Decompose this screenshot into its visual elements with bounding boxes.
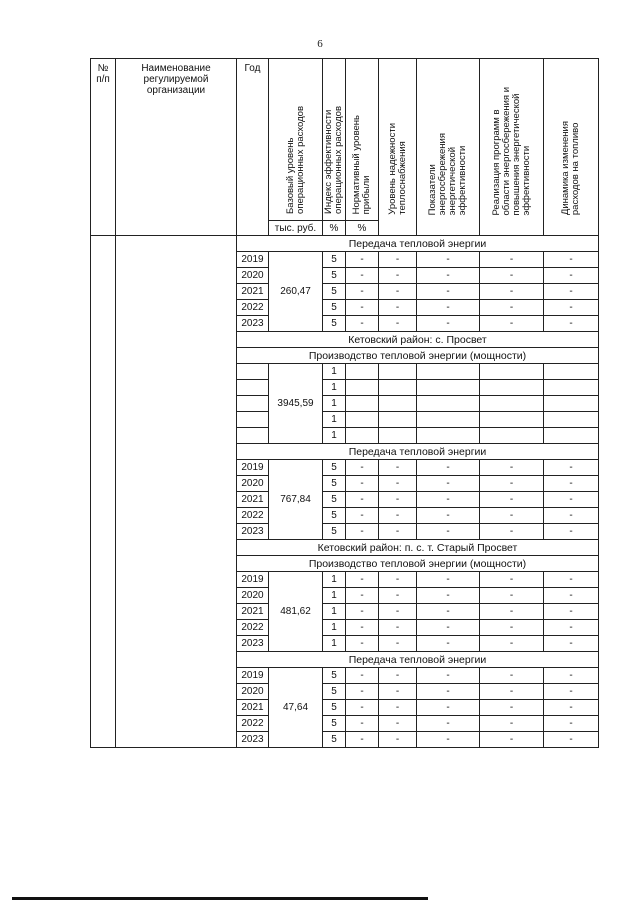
reliability-cell: - <box>379 732 417 748</box>
num-cell <box>91 236 116 748</box>
efficiency-index-cell: 1 <box>323 588 346 604</box>
energy-programs-cell <box>480 364 544 380</box>
base-level-cell: 260,47 <box>269 252 323 332</box>
profit-cell <box>346 396 379 412</box>
reliability-cell: - <box>379 716 417 732</box>
year-cell: 2019 <box>237 668 269 684</box>
energy-programs-cell: - <box>480 684 544 700</box>
efficiency-index-cell: 5 <box>323 684 346 700</box>
header-efficiency-index: Индекс эффективности операционных расходов <box>323 59 346 221</box>
efficiency-index-cell: 1 <box>323 428 346 444</box>
fuel-dynamics-cell <box>544 396 599 412</box>
fuel-dynamics-cell <box>544 428 599 444</box>
energy-programs-cell: - <box>480 300 544 316</box>
energy-indicators-cell <box>417 428 480 444</box>
fuel-dynamics-cell <box>544 412 599 428</box>
efficiency-index-cell: 5 <box>323 316 346 332</box>
reliability-cell <box>379 396 417 412</box>
energy-programs-cell: - <box>480 588 544 604</box>
energy-programs-cell: - <box>480 252 544 268</box>
year-cell: 2020 <box>237 268 269 284</box>
year-cell: 2023 <box>237 524 269 540</box>
fuel-dynamics-cell: - <box>544 700 599 716</box>
profit-cell: - <box>346 476 379 492</box>
reliability-cell: - <box>379 668 417 684</box>
energy-indicators-cell: - <box>417 476 480 492</box>
unit-index: % <box>323 221 346 236</box>
profit-cell: - <box>346 268 379 284</box>
reliability-cell <box>379 428 417 444</box>
energy-indicators-cell: - <box>417 316 480 332</box>
energy-indicators-cell <box>417 396 480 412</box>
energy-programs-cell: - <box>480 268 544 284</box>
year-cell: 2019 <box>237 460 269 476</box>
efficiency-index-cell: 5 <box>323 476 346 492</box>
profit-cell: - <box>346 252 379 268</box>
energy-programs-cell: - <box>480 620 544 636</box>
efficiency-index-cell: 1 <box>323 380 346 396</box>
energy-indicators-cell: - <box>417 300 480 316</box>
base-level-cell: 3945,59 <box>269 364 323 444</box>
energy-programs-cell: - <box>480 492 544 508</box>
reliability-cell: - <box>379 700 417 716</box>
reliability-cell: - <box>379 508 417 524</box>
efficiency-index-cell: 5 <box>323 700 346 716</box>
header-energy-indicators: Показатели энергосбережения энергетической эффективности <box>417 59 480 236</box>
section-title: Передача тепловой энергии <box>237 444 599 460</box>
reliability-cell: - <box>379 268 417 284</box>
reliability-cell: - <box>379 492 417 508</box>
fuel-dynamics-cell: - <box>544 716 599 732</box>
profit-cell: - <box>346 524 379 540</box>
profit-cell: - <box>346 700 379 716</box>
fuel-dynamics-cell: - <box>544 316 599 332</box>
efficiency-index-cell: 5 <box>323 508 346 524</box>
year-cell: 2022 <box>237 620 269 636</box>
year-cell <box>237 412 269 428</box>
energy-indicators-cell: - <box>417 572 480 588</box>
reliability-cell: - <box>379 588 417 604</box>
profit-cell: - <box>346 284 379 300</box>
energy-programs-cell: - <box>480 284 544 300</box>
energy-programs-cell: - <box>480 668 544 684</box>
profit-cell: - <box>346 716 379 732</box>
energy-programs-cell: - <box>480 716 544 732</box>
reliability-cell: - <box>379 572 417 588</box>
reliability-cell: - <box>379 316 417 332</box>
profit-cell: - <box>346 300 379 316</box>
profit-cell: - <box>346 316 379 332</box>
efficiency-index-cell: 5 <box>323 284 346 300</box>
tariff-parameters-table <box>90 58 599 748</box>
base-level-cell: 767,84 <box>269 460 323 540</box>
profit-cell: - <box>346 732 379 748</box>
profit-cell: - <box>346 620 379 636</box>
year-cell: 2023 <box>237 732 269 748</box>
profit-cell: - <box>346 588 379 604</box>
header-num: № п/п <box>91 59 116 236</box>
energy-indicators-cell: - <box>417 492 480 508</box>
fuel-dynamics-cell: - <box>544 460 599 476</box>
header-fuel-dynamics: Динамика изменения расходов на топливо <box>544 59 599 236</box>
fuel-dynamics-cell: - <box>544 588 599 604</box>
fuel-dynamics-cell: - <box>544 636 599 652</box>
fuel-dynamics-cell: - <box>544 268 599 284</box>
energy-indicators-cell <box>417 364 480 380</box>
energy-programs-cell: - <box>480 604 544 620</box>
energy-programs-cell: - <box>480 460 544 476</box>
year-cell: 2022 <box>237 508 269 524</box>
year-cell: 2021 <box>237 604 269 620</box>
year-cell: 2019 <box>237 572 269 588</box>
page-number: 6 <box>317 38 323 50</box>
profit-cell: - <box>346 460 379 476</box>
fuel-dynamics-cell <box>544 380 599 396</box>
year-cell: 2021 <box>237 284 269 300</box>
fuel-dynamics-cell: - <box>544 684 599 700</box>
fuel-dynamics-cell: - <box>544 300 599 316</box>
efficiency-index-cell: 1 <box>323 572 346 588</box>
profit-cell <box>346 364 379 380</box>
header-reliability: Уровень надежности теплоснабжения <box>379 59 417 236</box>
year-cell: 2023 <box>237 316 269 332</box>
header-base-level: Базовый уровень операционных расходов <box>269 59 323 221</box>
reliability-cell: - <box>379 300 417 316</box>
energy-programs-cell: - <box>480 316 544 332</box>
energy-programs-cell: - <box>480 700 544 716</box>
section-title-row <box>91 236 599 252</box>
efficiency-index-cell: 1 <box>323 636 346 652</box>
base-level-cell: 481,62 <box>269 572 323 652</box>
energy-indicators-cell: - <box>417 620 480 636</box>
profit-cell: - <box>346 604 379 620</box>
reliability-cell: - <box>379 460 417 476</box>
energy-indicators-cell: - <box>417 588 480 604</box>
profit-cell <box>346 428 379 444</box>
year-cell: 2019 <box>237 252 269 268</box>
reliability-cell: - <box>379 636 417 652</box>
fuel-dynamics-cell: - <box>544 732 599 748</box>
reliability-cell: - <box>379 524 417 540</box>
fuel-dynamics-cell: - <box>544 668 599 684</box>
efficiency-index-cell: 1 <box>323 396 346 412</box>
energy-programs-cell: - <box>480 636 544 652</box>
year-cell: 2020 <box>237 476 269 492</box>
energy-indicators-cell: - <box>417 604 480 620</box>
energy-programs-cell: - <box>480 476 544 492</box>
efficiency-index-cell: 5 <box>323 524 346 540</box>
profit-cell <box>346 412 379 428</box>
energy-programs-cell: - <box>480 572 544 588</box>
energy-programs-cell <box>480 396 544 412</box>
profit-cell: - <box>346 508 379 524</box>
section-title: Производство тепловой энергии (мощности) <box>237 348 599 364</box>
year-cell <box>237 428 269 444</box>
reliability-cell <box>379 380 417 396</box>
reliability-cell: - <box>379 620 417 636</box>
efficiency-index-cell: 5 <box>323 460 346 476</box>
fuel-dynamics-cell <box>544 364 599 380</box>
efficiency-index-cell: 1 <box>323 620 346 636</box>
year-cell <box>237 364 269 380</box>
efficiency-index-cell: 5 <box>323 732 346 748</box>
organization-cell <box>116 236 237 748</box>
energy-indicators-cell: - <box>417 636 480 652</box>
energy-programs-cell: - <box>480 732 544 748</box>
fuel-dynamics-cell: - <box>544 476 599 492</box>
efficiency-index-cell: 5 <box>323 300 346 316</box>
energy-indicators-cell: - <box>417 716 480 732</box>
base-level-cell: 47,64 <box>269 668 323 748</box>
energy-indicators-cell: - <box>417 508 480 524</box>
unit-profit: % <box>346 221 379 236</box>
profit-cell: - <box>346 572 379 588</box>
profit-cell: - <box>346 636 379 652</box>
section-title: Передача тепловой энергии <box>237 236 599 252</box>
year-cell: 2020 <box>237 684 269 700</box>
unit-base: тыс. руб. <box>269 221 323 236</box>
energy-indicators-cell: - <box>417 268 480 284</box>
efficiency-index-cell: 5 <box>323 716 346 732</box>
fuel-dynamics-cell: - <box>544 284 599 300</box>
year-cell: 2021 <box>237 492 269 508</box>
efficiency-index-cell: 1 <box>323 364 346 380</box>
fuel-dynamics-cell: - <box>544 604 599 620</box>
reliability-cell: - <box>379 684 417 700</box>
year-cell: 2022 <box>237 716 269 732</box>
fuel-dynamics-cell: - <box>544 572 599 588</box>
fuel-dynamics-cell: - <box>544 508 599 524</box>
energy-indicators-cell: - <box>417 700 480 716</box>
reliability-cell <box>379 364 417 380</box>
table-body <box>91 236 599 748</box>
header-energy-programs: Реализация программ в области энергосбережения и повышения энергетической эффективности <box>480 59 544 236</box>
fuel-dynamics-cell: - <box>544 492 599 508</box>
profit-cell: - <box>346 492 379 508</box>
reliability-cell <box>379 412 417 428</box>
energy-indicators-cell: - <box>417 732 480 748</box>
efficiency-index-cell: 5 <box>323 252 346 268</box>
energy-indicators-cell <box>417 412 480 428</box>
profit-cell <box>346 380 379 396</box>
efficiency-index-cell: 5 <box>323 668 346 684</box>
energy-indicators-cell: - <box>417 284 480 300</box>
header-organization: Наименование регулируемой организации <box>116 59 237 236</box>
profit-cell: - <box>346 684 379 700</box>
efficiency-index-cell: 5 <box>323 268 346 284</box>
year-cell <box>237 396 269 412</box>
section-title: Кетовский район: с. Просвет <box>237 332 599 348</box>
energy-indicators-cell: - <box>417 684 480 700</box>
fuel-dynamics-cell: - <box>544 524 599 540</box>
reliability-cell: - <box>379 604 417 620</box>
efficiency-index-cell: 1 <box>323 412 346 428</box>
header-year: Год <box>237 59 269 236</box>
energy-indicators-cell: - <box>417 524 480 540</box>
energy-programs-cell: - <box>480 524 544 540</box>
year-cell: 2021 <box>237 700 269 716</box>
header-profit-level: Нормативный уровень прибыли <box>346 59 379 221</box>
section-title: Кетовский район: п. с. т. Старый Просвет <box>237 540 599 556</box>
reliability-cell: - <box>379 284 417 300</box>
header-row <box>91 59 599 221</box>
energy-programs-cell <box>480 412 544 428</box>
energy-indicators-cell: - <box>417 252 480 268</box>
bottom-scan-bar <box>12 897 428 900</box>
energy-programs-cell: - <box>480 508 544 524</box>
year-cell: 2022 <box>237 300 269 316</box>
section-title: Производство тепловой энергии (мощности) <box>237 556 599 572</box>
year-cell: 2020 <box>237 588 269 604</box>
energy-indicators-cell: - <box>417 460 480 476</box>
profit-cell: - <box>346 668 379 684</box>
year-cell <box>237 380 269 396</box>
fuel-dynamics-cell: - <box>544 252 599 268</box>
fuel-dynamics-cell: - <box>544 620 599 636</box>
energy-indicators-cell: - <box>417 668 480 684</box>
energy-programs-cell <box>480 380 544 396</box>
efficiency-index-cell: 1 <box>323 604 346 620</box>
energy-programs-cell <box>480 428 544 444</box>
efficiency-index-cell: 5 <box>323 492 346 508</box>
reliability-cell: - <box>379 476 417 492</box>
energy-indicators-cell <box>417 380 480 396</box>
section-title: Передача тепловой энергии <box>237 652 599 668</box>
reliability-cell: - <box>379 252 417 268</box>
year-cell: 2023 <box>237 636 269 652</box>
